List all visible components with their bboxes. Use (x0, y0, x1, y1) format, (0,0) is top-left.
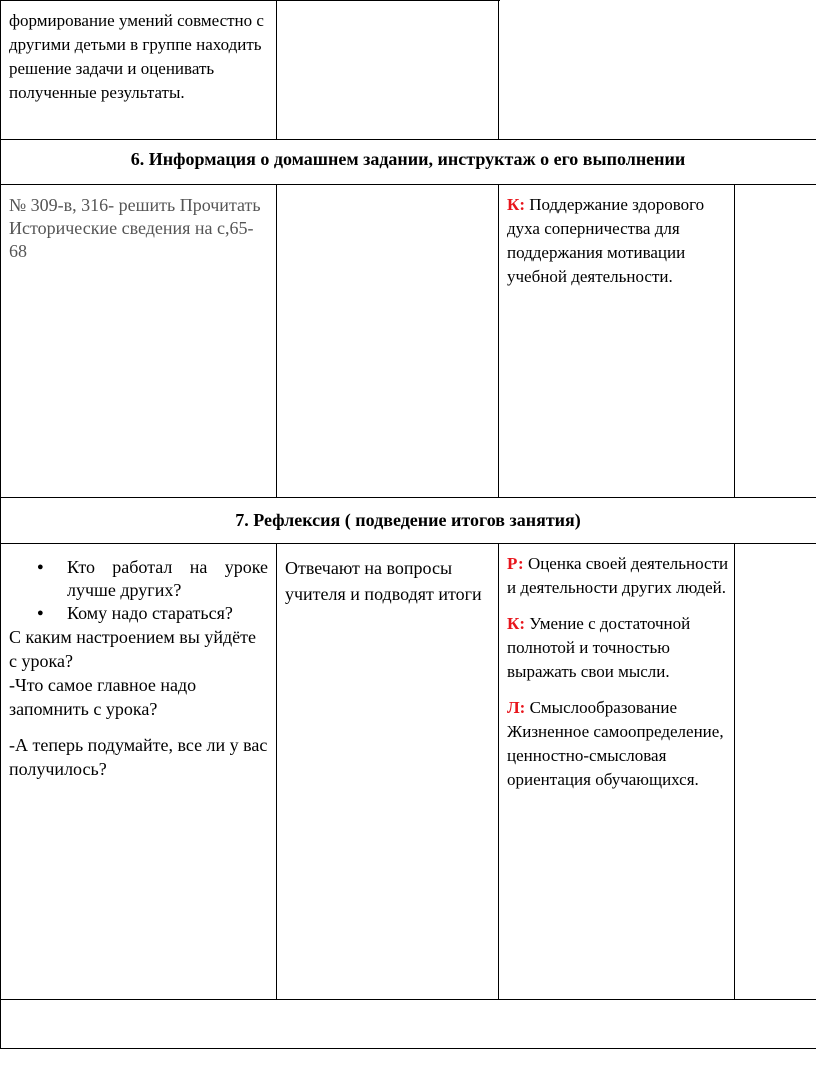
row-divider-1 (0, 139, 816, 140)
row-divider-4 (0, 543, 816, 544)
uud-text: Умение с достаточной полнотой и точностью выражать свои мысли. (507, 614, 691, 681)
section7-title: 7. Рефлексия ( подведение итогов занятия) (235, 510, 581, 530)
col-divider-2-s7 (498, 543, 499, 999)
uud-text: Поддержание здорового духа соперничества для поддержания мотивации учебной деятельности. (507, 195, 705, 286)
teacher-line: С каким настроением вы уйдёте с урока? (9, 627, 257, 671)
uud-label: К: (507, 195, 525, 214)
uud-text: Смыслообразование Жизненное самоопределение, ценностно-смысловая ориентация обучающихся. (507, 698, 724, 789)
uud-item (507, 696, 729, 792)
col-divider-3-s7 (734, 543, 735, 999)
uud-label: Р: (507, 554, 524, 573)
uud-label: К: (507, 614, 525, 633)
section7-uud-cell (507, 552, 729, 804)
row-divider-2 (0, 184, 816, 185)
col-divider-2-s6 (498, 184, 499, 497)
reflection-question: ● Кому надо стараться? (9, 602, 268, 625)
teacher-activity-cell (9, 556, 268, 781)
reflection-question-list (9, 556, 268, 625)
table-bottom-border (0, 1048, 816, 1049)
uud-item (507, 552, 729, 600)
section6-title: 6. Информация о домашнем задании, инструктаж о его выполнении (130, 149, 686, 169)
teacher-line: -Что самое главное надо запомнить с урока? (9, 675, 197, 719)
col-divider-2-top (498, 0, 499, 139)
col-divider-3-s6 (734, 184, 735, 497)
teacher-line: -А теперь подумайте, все ли у вас получилось? (9, 735, 268, 779)
col-divider-1-s7 (276, 543, 277, 999)
section6-uud-cell (507, 193, 729, 301)
uud-label: Л: (507, 698, 526, 717)
uud-item (507, 612, 729, 684)
uud-item (507, 193, 729, 289)
student-activity-text: Отвечают на вопросы учителя и подводят итоги (285, 558, 482, 604)
row-divider-5 (0, 999, 816, 1000)
col-divider-1-top (276, 0, 277, 139)
uud-text: Оценка своей деятельности и деятельности других людей. (507, 554, 729, 597)
col-divider-1-s6 (276, 184, 277, 497)
reflection-question: ● Кто работал на уроке лучше других? (9, 556, 268, 602)
table-top-border (0, 0, 500, 1)
top-row-col1-text: формирование умений совместно с другими детьми в группе находить решение задачи и оценивать полученные результаты. (9, 11, 264, 102)
homework-text: № 309-в, 316- решить Прочитать Исторические сведения на с,65-68 (9, 195, 261, 261)
row-divider-3 (0, 497, 816, 498)
